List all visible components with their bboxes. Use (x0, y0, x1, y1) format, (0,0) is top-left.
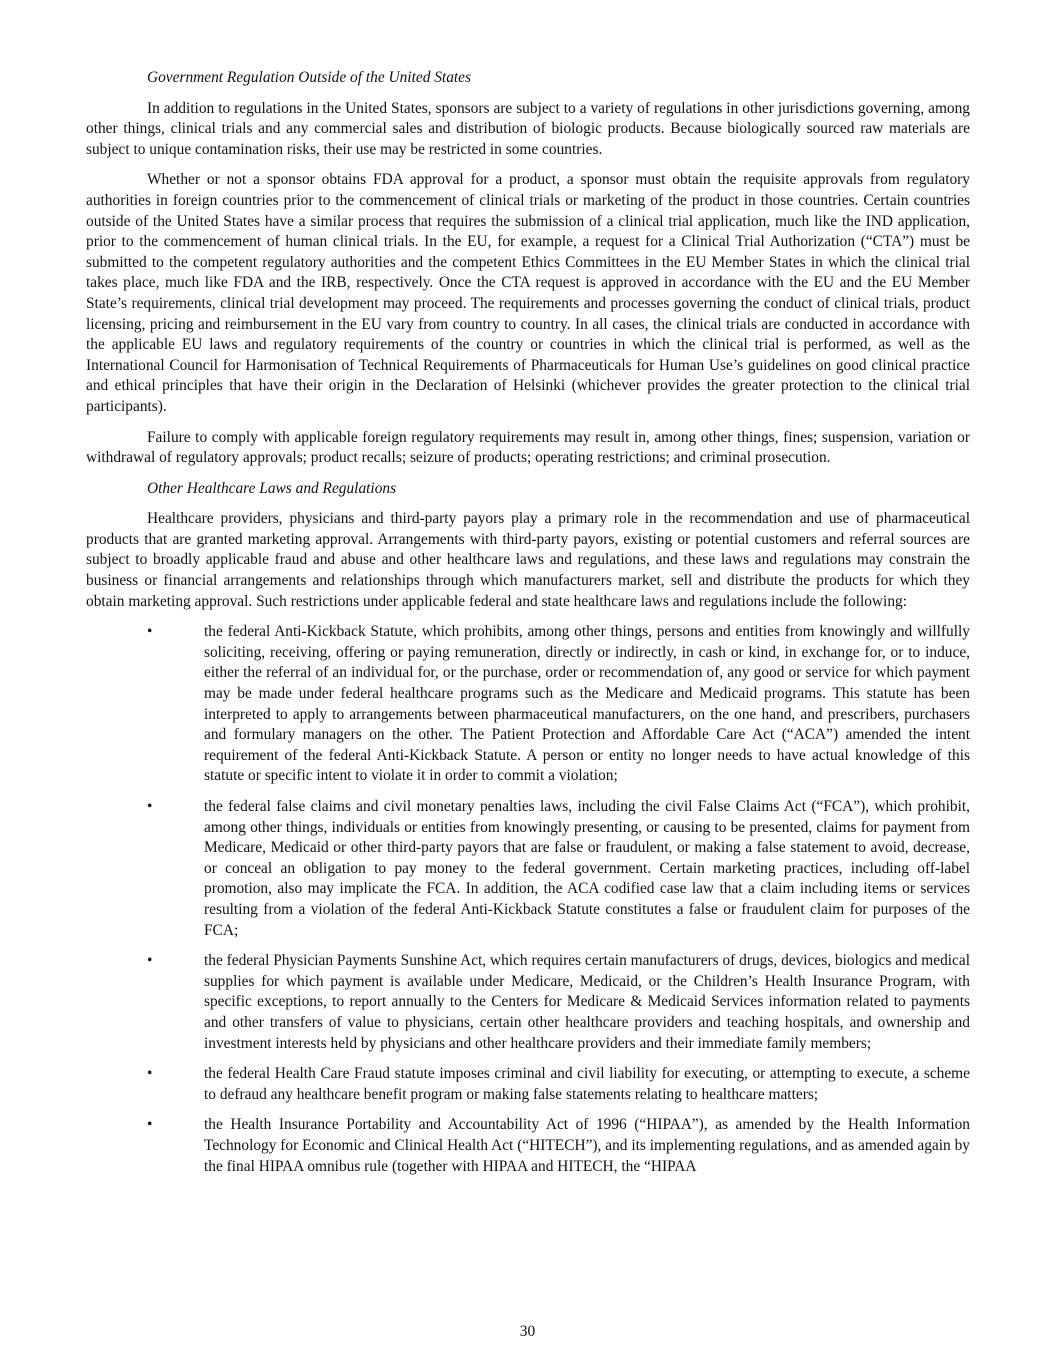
bullet-icon: • (147, 1065, 153, 1083)
list-item-false-claims (86, 797, 970, 941)
list-item-health-care-fraud (86, 1064, 970, 1105)
paragraph-healthcare-providers: Healthcare providers, physicians and third-party payors play a primary role in the recommendation and use of pharmaceutical products that are granted marketing approval. Arrangements with third-party payors, existing or potential customers and referral sources are subject to broadly applicable fraud and abuse and other healthcare laws and regulations, and these laws and regulations may constrain the business or financial arrangements and relationships through which manufacturers market, sell and distribute the products for which they obtain marketing approval. Such restrictions under applicable federal and state healthcare laws and regulations include the following: (86, 510, 970, 610)
healthcare-laws-list (86, 622, 970, 1177)
document-page (86, 68, 970, 1187)
list-item-text: the federal Anti-Kickback Statute, which prohibits, among other things, persons and entities from knowingly and willfully soliciting, receiving, offering or paying remuneration, directly or indirectly, in cash or kind, in exchange for, or to induce, either the referral of an individual for, or the purchase, order or recommendation of, any good or service for which payment may be made under federal healthcare programs such as the Medicare and Medicaid programs. This statute has been interpreted to apply to arrangements between pharmaceutical manufacturers, on the one hand, and prescribers, purchasers and formulary managers on the other. The Patient Protection and Affordable Care Act (“ACA”) amended the intent requirement of the federal Anti-Kickback Statute. A person or entity no longer needs to have actual knowledge of this statute or specific intent to violate it in order to commit a violation; (204, 623, 970, 785)
list-item-text: the federal Physician Payments Sunshine Act, which requires certain manufacturers of drugs, devices, biologics and medical supplies for which payment is available under Medicare, Medicaid, or the Children’s Health Insurance Program, with specific exceptions, to report annually to the Centers for Medicare & Medicaid Services information related to payments and other transfers of value to physicians, certain other healthcare providers and teaching hospitals, and ownership and investment interests held by physicians and other healthcare providers and their immediate family members; (204, 952, 970, 1052)
bullet-icon: • (147, 1116, 153, 1134)
bullet-icon: • (147, 952, 153, 970)
page-number: 30 (519, 1323, 536, 1340)
section-heading-other-healthcare: Other Healthcare Laws and Regulations (147, 479, 397, 497)
list-item-text: the Health Insurance Portability and Accountability Act of 1996 (“HIPAA”), as amended by the Health Information Technology for Economic and Clinical Health Act (“HITECH”), and its implementing regulations, and as amended again by the final HIPAA omnibus rule (together with HIPAA and HITECH, the “HIPAA (204, 1116, 970, 1175)
list-item-sunshine-act (86, 951, 970, 1054)
list-item-text: the federal false claims and civil monetary penalties laws, including the civil False Claims Act (“FCA”), which prohibit, among other things, individuals or entities from knowingly presenting, or causing to be presented, claims for payment from Medicare, Medicaid or other third-party payors that are false or fraudulent, or making a false statement to avoid, decrease, or conceal an obligation to pay money to the federal government. Certain marketing practices, including off-label promotion, also may implicate the FCA. In addition, the ACA codified case law that a claim including items or services resulting from a violation of the federal Anti-Kickback Statute constitutes a false or fraudulent claim for purposes of the FCA; (204, 798, 970, 939)
section-heading-gov-outside-us: Government Regulation Outside of the United States (147, 69, 471, 86)
bullet-icon: • (147, 798, 153, 815)
list-item-text: the federal Health Care Fraud statute imposes criminal and civil liability for executing, or attempting to execute, a scheme to defraud any healthcare benefit program or making false statements relating to healthcare matters; (204, 1065, 970, 1103)
paragraph-foreign-approvals: Whether or not a sponsor obtains FDA approval for a product, a sponsor must obtain the requisite approvals from regulatory authorities in foreign countries prior to the commencement of clinical trials or marketing of the product in those countries. Certain countries outside of the United States have a similar process that requires the submission of a clinical trial application, much like the IND application, prior to the commencement of human clinical trials. In the EU, for example, a request for a Clinical Trial Authorization (“CTA”) must be submitted to the competent regulatory authorities and the competent Ethics Committees in the EU Member States in which the clinical trial takes place, much like FDA and the IRB, respectively. Once the CTA request is approved in accordance with the EU and the EU Member State’s requirements, clinical trial development may proceed. The requirements and processes governing the conduct of clinical trials, product licensing, pricing and reimbursement in the EU vary from country to country. In all cases, the clinical trials are conducted in accordance with the applicable EU laws and regulatory requirements of the country or countries in which the clinical trial is performed, as well as the International Council for Harmonisation of Technical Requirements of Pharmaceuticals for Human Use’s guidelines on good clinical practice and ethical principles that have their origin in the Declaration of Helsinki (whichever provides the greater protection to the clinical trial participants). (86, 171, 970, 415)
paragraph-regulations-other-jurisdictions: In addition to regulations in the United States, sponsors are subject to a variety of regulations in other jurisdictions governing, among other things, clinical trials and any commercial sales and distribution of biologic products. Because biologically sourced raw materials are subject to unique contamination risks, their use may be restricted in some countries. (86, 99, 970, 158)
list-item-hipaa (86, 1115, 970, 1177)
bullet-icon: • (147, 623, 153, 641)
paragraph-failure-to-comply: Failure to comply with applicable foreign regulatory requirements may result in, among other things, fines; suspension, variation or withdrawal of regulatory approvals; product recalls; seizure of products; operating restrictions; and criminal prosecution. (86, 428, 970, 467)
list-item-anti-kickback (86, 622, 970, 787)
